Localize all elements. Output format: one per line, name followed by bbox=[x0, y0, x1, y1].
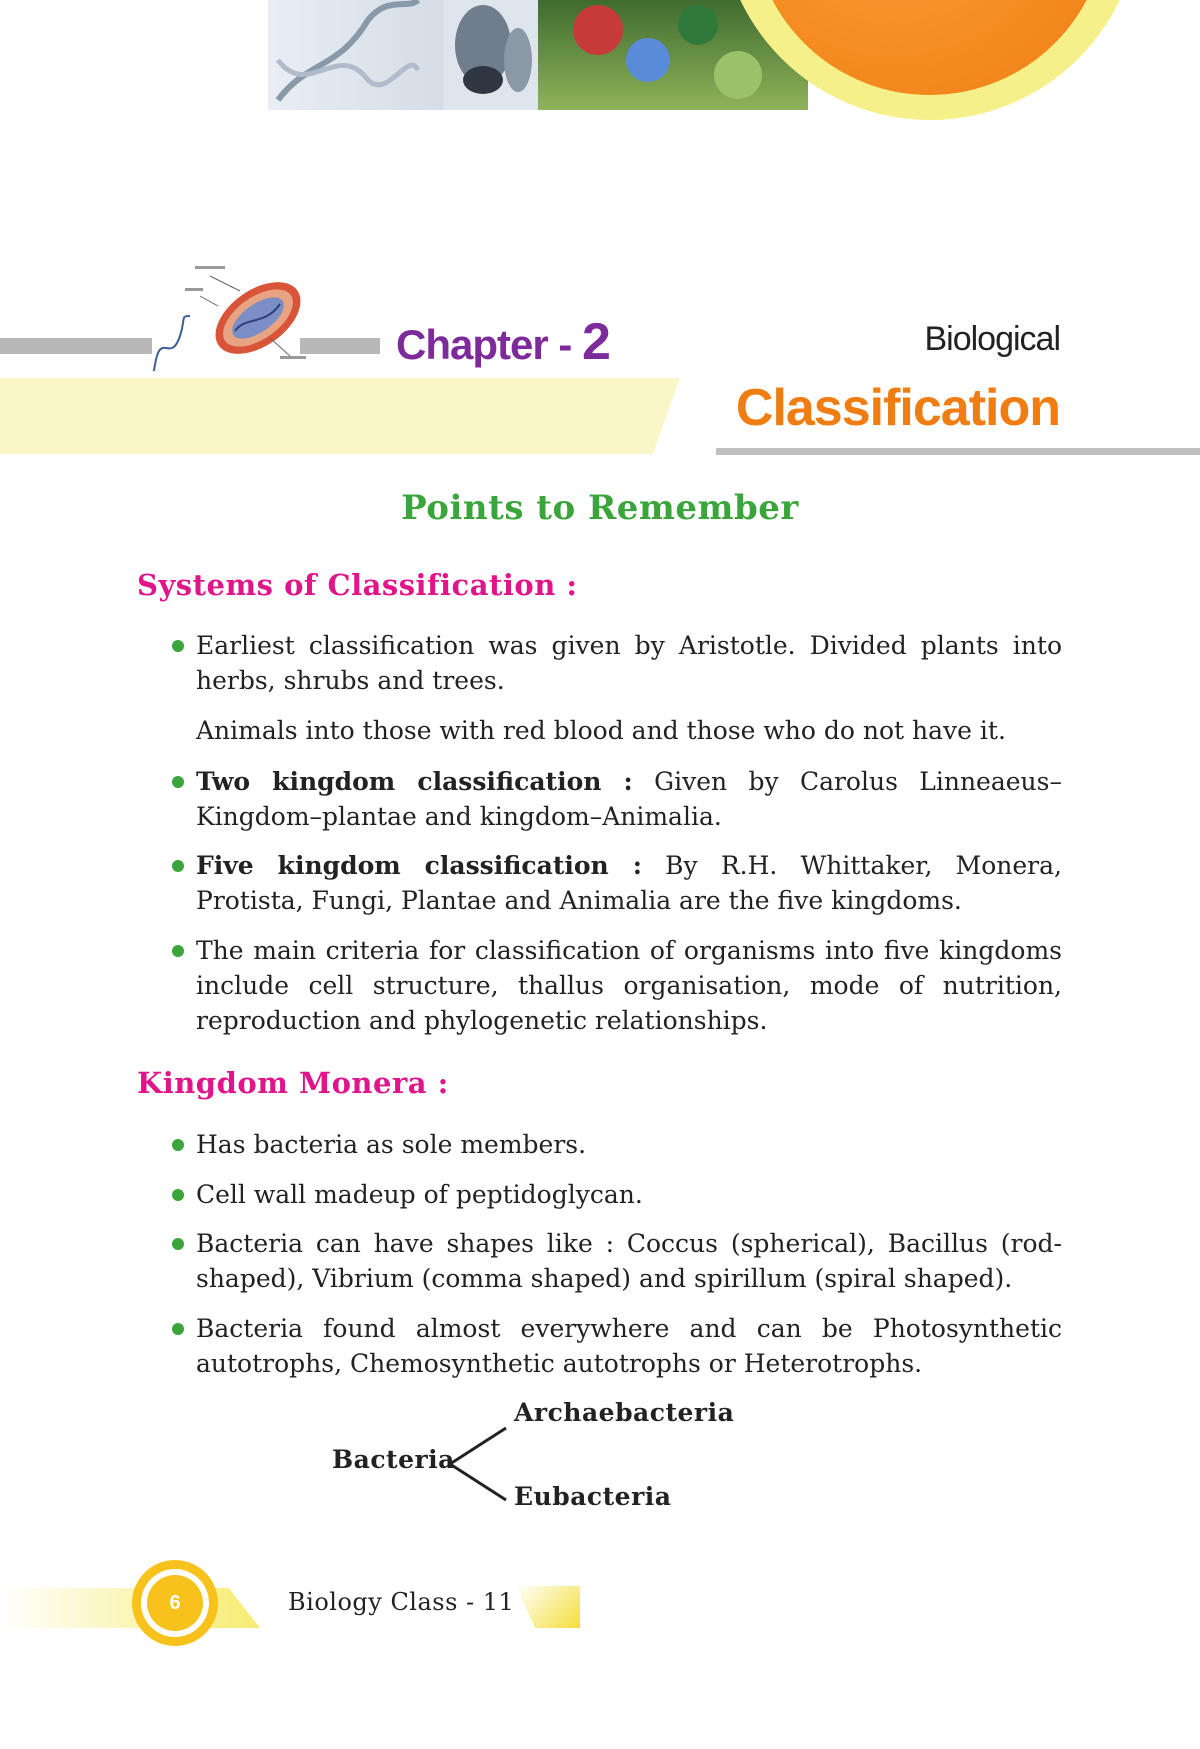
list-item bbox=[196, 628, 1062, 698]
chapter-number: 2 bbox=[582, 313, 610, 371]
bullet-icon bbox=[172, 1189, 184, 1201]
header-divider-mid bbox=[300, 338, 380, 354]
page-number: 6 bbox=[147, 1575, 203, 1631]
header-banner-images bbox=[268, 0, 808, 110]
list-item-text: Animals into those with red blood and those who do not have it. bbox=[196, 716, 1006, 745]
list-item bbox=[196, 1177, 1062, 1212]
list-item-continuation bbox=[196, 713, 1062, 748]
chapter-title-line1: Biological bbox=[924, 320, 1060, 358]
list-item-text: Given by Carolus Linneaeus–Kingdom–plantae and kingdom–Animalia. bbox=[196, 767, 1062, 831]
list-item bbox=[196, 1226, 1062, 1296]
bacterium-diagram-graphic bbox=[140, 256, 310, 376]
bullet-icon bbox=[172, 640, 184, 652]
footer-bar bbox=[0, 1588, 260, 1628]
list-item-bold-term: Five kingdom classification : bbox=[196, 851, 642, 880]
diagram-root-label: Bacteria bbox=[332, 1445, 455, 1474]
list-item-text: The main criteria for classification of organisms into five kingdoms include cell structure, thallus organisation, mode of nutrition, reproduction and phylogenetic relationships. bbox=[196, 936, 1062, 1035]
bullet-icon bbox=[172, 945, 184, 957]
chapter-title-line2: Classification bbox=[735, 379, 1060, 437]
list-item-text: Cell wall madeup of peptidoglycan. bbox=[196, 1180, 643, 1209]
diagram-branch-top-label: Archaebacteria bbox=[514, 1398, 735, 1427]
points-to-remember-heading: Points to Remember bbox=[401, 488, 799, 528]
list-item-bold-term: Two kingdom classification : bbox=[196, 767, 633, 796]
footer-decor-triangle bbox=[516, 1586, 580, 1628]
list-item bbox=[196, 848, 1062, 918]
list-item bbox=[196, 1127, 1062, 1162]
diagram-branch-lines bbox=[440, 1420, 520, 1510]
section-heading-monera: Kingdom Monera : bbox=[137, 1066, 449, 1100]
chapter-prefix: Chapter - bbox=[396, 321, 583, 368]
banner-collage-graphic bbox=[268, 0, 808, 110]
list-item bbox=[196, 764, 1062, 834]
section-heading-systems: Systems of Classification : bbox=[137, 568, 578, 602]
list-item-text: Has bacteria as sole members. bbox=[196, 1130, 587, 1159]
list-item-text: Bacteria can have shapes like : Coccus (spherical), Bacillus (rod-shaped), Vibrium (comma shaped) and spirillum (spiral shaped). bbox=[196, 1229, 1062, 1293]
bacterium-illustration bbox=[140, 256, 310, 376]
bullet-icon bbox=[172, 1139, 184, 1151]
footer-book-title: Biology Class - 11 bbox=[288, 1588, 515, 1616]
bullet-icon bbox=[172, 1323, 184, 1335]
bullet-icon bbox=[172, 860, 184, 872]
header-yellow-band bbox=[0, 378, 680, 454]
header-divider-left bbox=[0, 338, 152, 354]
bullet-icon bbox=[172, 776, 184, 788]
list-item bbox=[196, 1311, 1062, 1381]
bullet-icon bbox=[172, 1238, 184, 1250]
chapter-label bbox=[396, 312, 610, 372]
list-item bbox=[196, 933, 1062, 1038]
diagram-branch-bottom-label: Eubacteria bbox=[514, 1482, 672, 1511]
list-item-text: Bacteria found almost everywhere and can be Photosynthetic autotrophs, Chemosynthetic autotrophs or Heterotrophs. bbox=[196, 1314, 1062, 1378]
list-item-text: By R.H. Whittaker, Monera, Protista, Fungi, Plantae and Animalia are the five kingdoms. bbox=[196, 851, 1062, 915]
list-item-text: Earliest classification was given by Aristotle. Divided plants into herbs, shrubs and trees. bbox=[196, 631, 1062, 695]
header-divider-right bbox=[716, 448, 1200, 455]
